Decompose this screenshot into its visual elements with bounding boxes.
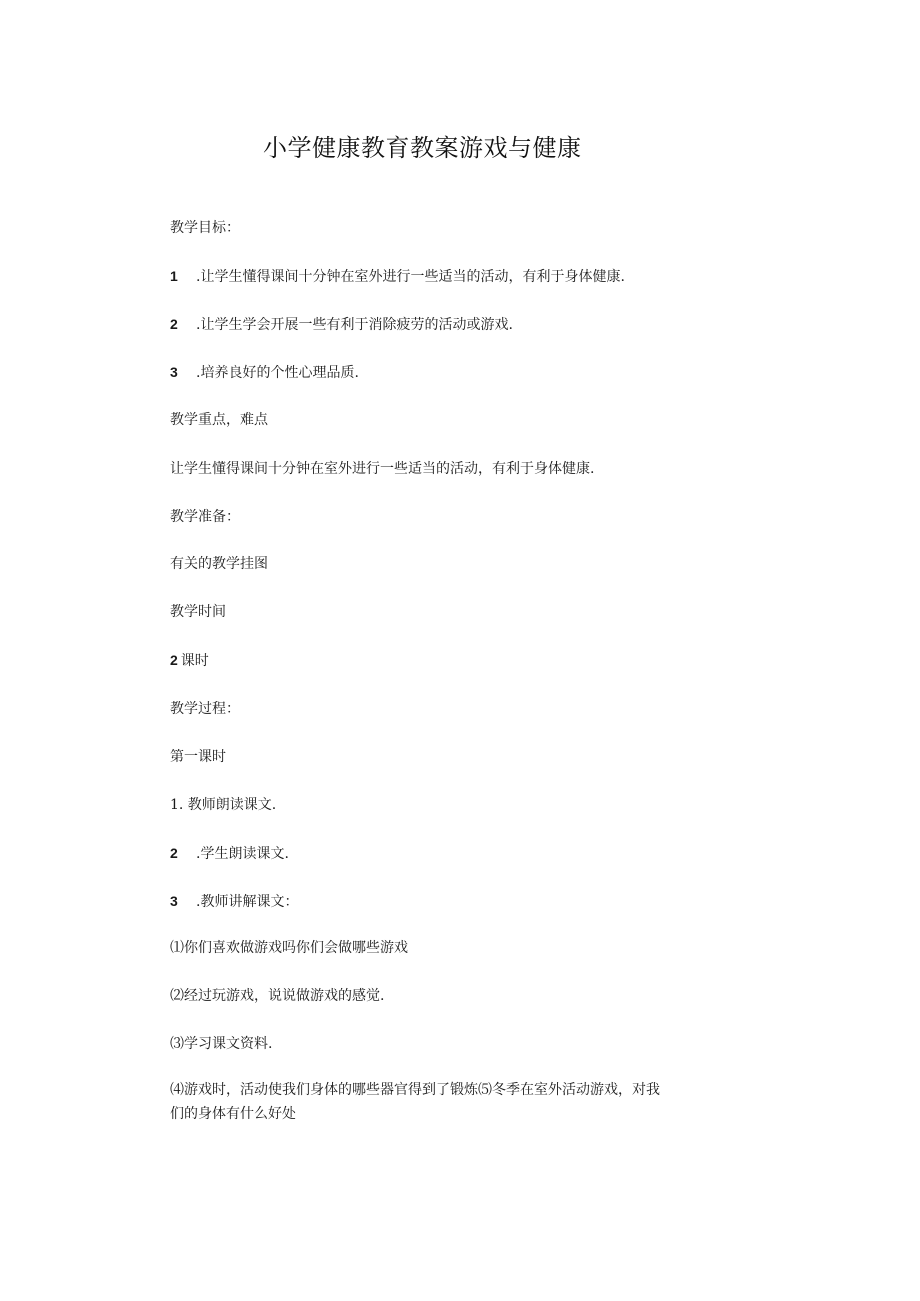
objective-number: 2 (170, 316, 178, 332)
key-points-heading: 教学重点，难点 (170, 412, 268, 428)
step-item-3 (170, 891, 298, 912)
preparation-heading: 教学准备： (170, 509, 240, 525)
time-heading: 教学时间 (170, 604, 226, 620)
time-unit: 课时 (180, 653, 209, 669)
objective-text: .让学生学会开展一些有利于消除疲劳的活动或游戏. (196, 317, 513, 333)
time-number: 2 (170, 652, 178, 668)
step-text: .学生朗读课文. (196, 846, 289, 862)
step-text: .教师讲解课文： (196, 894, 299, 910)
question-item-4: ⑷游戏时，活动使我们身体的哪些器官得到了锻炼⑸冬季在室外活动游戏，对我们的身体有什么好处 (170, 1082, 660, 1122)
objective-text: .培养良好的个性心理品质. (196, 365, 359, 381)
objective-item-3 (170, 362, 359, 383)
document-title: 小学健康教育教案游戏与健康 (263, 134, 582, 162)
question-item-3: ⑶学习课文资料. (170, 1036, 273, 1052)
question-item-2: ⑵经过玩游戏，说说做游戏的感觉. (170, 988, 385, 1004)
objective-item-2 (170, 314, 513, 335)
key-points-text: 让学生懂得课间十分钟在室外进行一些适当的活动，有利于身体健康. (170, 461, 595, 477)
preparation-text: 有关的教学挂图 (170, 556, 268, 572)
question-item-1: ⑴你们喜欢做游戏吗你们会做哪些游戏 (170, 940, 408, 956)
step-text: 1. 教师朗读课文. (170, 797, 277, 813)
objective-item-1 (170, 266, 625, 287)
process-heading: 教学过程： (170, 701, 240, 717)
time-value (170, 650, 209, 671)
objective-number: 3 (170, 364, 178, 380)
objectives-heading: 教学目标： (170, 220, 240, 236)
objective-number: 1 (170, 268, 178, 284)
first-lesson-heading: 第一课时 (170, 749, 226, 765)
objective-text: .让学生懂得课间十分钟在室外进行一些适当的活动，有利于身体健康. (196, 269, 625, 285)
step-item-1 (170, 795, 276, 815)
step-number: 3 (170, 893, 178, 909)
step-number: 2 (170, 845, 178, 861)
step-item-2 (170, 843, 289, 864)
